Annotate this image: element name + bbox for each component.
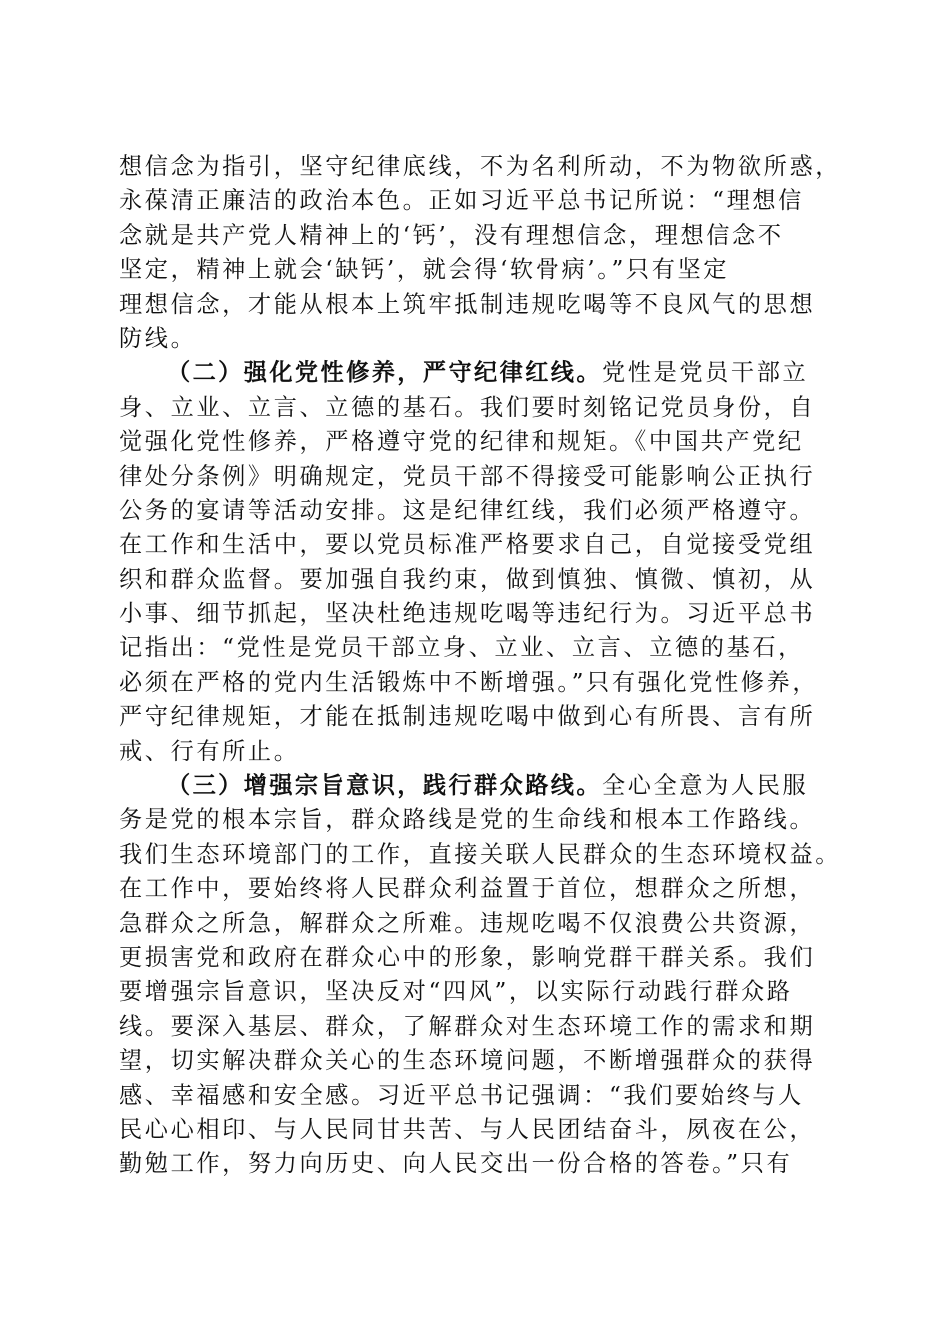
text-line: 严守纪律规矩，才能在抵制违规吃喝中做到心有所畏、言有所 (119, 703, 816, 731)
text-line: 身、立业、立言、立德的基石。我们要时刻铭记党员身份，自 (119, 393, 816, 421)
text-line: 线。要深入基层、群众，了解群众对生态环境工作的需求和期 (119, 1012, 816, 1040)
text-line: 在工作中，要始终将人民群众利益置于首位，想群众之所想， (119, 875, 816, 903)
text-span: 党性是党员干部立 (602, 359, 809, 387)
text-line: 要增强宗旨意识，坚决反对“四风”，以实际行动践行群众路 (119, 978, 793, 1006)
text-line: 坚定，精神上就会‘缺钙’，就会得‘软骨病’。”只有坚定 (119, 256, 730, 284)
text-line: 织和群众监督。要加强自我约束，做到慎独、慎微、慎初，从 (119, 565, 816, 593)
text-line: 急群众之所急，解群众之所难。违规吃喝不仅浪费公共资源， (119, 909, 816, 937)
text-line: 戒、行有所止。 (119, 737, 300, 765)
text-line: 想信念为指引，坚守纪律底线，不为名利所动，不为物欲所惑， (119, 153, 842, 180)
paragraph-party-spirit (119, 356, 844, 769)
paragraph-mass-line (119, 769, 844, 1182)
text-line: 念就是共产党人精神上的‘钙’，没有理想信念，理想信念不 (119, 221, 784, 249)
text-line: 防线。 (119, 324, 197, 352)
text-span: 全心全意为人民服 (602, 772, 809, 800)
text-line: 永葆清正廉洁的政治本色。正如习近平总书记所说：“理想信 (119, 187, 804, 215)
text-line (119, 356, 844, 390)
text-line: 必须在严格的党内生活锻炼中不断增强。”只有强化党性修养， (119, 668, 819, 696)
text-line: 小事、细节抓起，坚决杜绝违规吃喝等违纪行为。习近平总书 (119, 600, 816, 628)
text-line: 记指出：“党性是党员干部立身、立业、立言、立德的基石， (119, 634, 804, 662)
text-line: 更损害党和政府在群众心中的形象，影响党群干群关系。我们 (119, 943, 816, 971)
paragraph-ideals (119, 150, 844, 356)
text-line: 望，切实解决群众关心的生态环境问题，不断增强群众的获得 (119, 1047, 816, 1075)
text-line: 我们生态环境部门的工作，直接关联人民群众的生态环境权益。 (119, 840, 842, 868)
text-line: 在工作和生活中，要以党员标准严格要求自己，自觉接受党组 (119, 531, 816, 559)
text-line: 公务的宴请等活动安排。这是纪律红线，我们必须严格遵守。 (119, 496, 816, 524)
text-line: 律处分条例》明确规定，党员干部不得接受可能影响公正执行 (119, 462, 816, 490)
text-line: 民心心相印、与人民同甘共苦、与人民团结奋斗，夙夜在公， (119, 1115, 816, 1143)
text-line: 感、幸福感和安全感。习近平总书记强调：“我们要始终与人 (119, 1081, 804, 1109)
text-line: 觉强化党性修养，严格遵守党的纪律和规矩。《中国共产党纪 (119, 428, 804, 456)
document-page (119, 150, 844, 1182)
text-line (119, 769, 844, 803)
section-heading: （三）增强宗旨意识，践行群众路线。 (167, 772, 602, 800)
text-line: 务是党的根本宗旨，群众路线是党的生命线和根本工作路线。 (119, 806, 816, 834)
section-heading: （二）强化党性修养，严守纪律红线。 (167, 359, 602, 387)
text-line: 勤勉工作，努力向历史、向人民交出一份合格的答卷。”只有 (119, 1150, 793, 1178)
text-line: 理想信念，才能从根本上筑牢抵制违规吃喝等不良风气的思想 (119, 290, 816, 318)
